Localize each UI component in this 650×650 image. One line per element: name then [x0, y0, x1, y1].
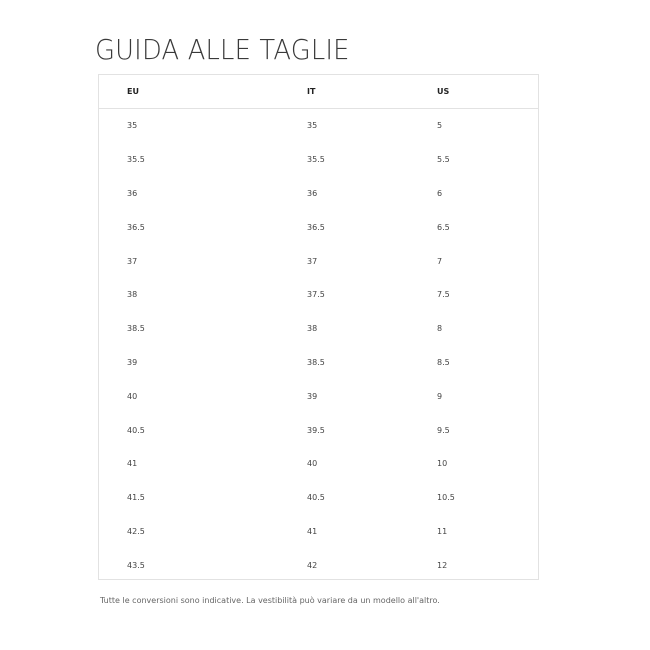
table-cell-eu: 41 — [127, 459, 138, 469]
table-cell-eu: 38.5 — [127, 324, 145, 334]
table-cell-eu: 42.5 — [127, 526, 145, 536]
table-row — [99, 447, 538, 481]
table-cell-eu: 40.5 — [127, 425, 145, 435]
table-row — [99, 481, 538, 515]
table-row — [99, 143, 538, 177]
table-cell-it: 40 — [307, 459, 318, 469]
table-row — [99, 177, 538, 211]
table-cell-eu: 40 — [127, 391, 138, 401]
table-cell-eu: 37 — [127, 256, 138, 266]
table-row — [99, 109, 538, 143]
table-cell-eu: 39 — [127, 357, 138, 367]
table-row — [99, 548, 538, 582]
table-cell-us: 5.5 — [437, 155, 450, 165]
table-cell-it: 40.5 — [307, 493, 325, 503]
table-cell-us: 5 — [437, 121, 443, 131]
table-cell-eu: 35.5 — [127, 155, 145, 165]
table-cell-us: 10 — [437, 459, 448, 469]
table-cell-eu: 36.5 — [127, 222, 145, 232]
table-row — [99, 210, 538, 244]
table-cell-it: 42 — [307, 560, 318, 570]
column-header-it: IT — [279, 75, 409, 109]
table-cell-it: 36 — [307, 188, 318, 198]
table-header-row — [99, 75, 538, 109]
table-cell-us: 9 — [437, 391, 443, 401]
table-cell-it: 35 — [307, 121, 318, 131]
page-title: GUIDA ALLE TAGLIE — [95, 33, 350, 66]
column-header-eu: EU — [99, 75, 279, 109]
table-cell-it: 37.5 — [307, 290, 325, 300]
table-row — [99, 244, 538, 278]
table-cell-us: 7 — [437, 256, 443, 266]
table-row — [99, 346, 538, 380]
table-cell-eu: 36 — [127, 188, 138, 198]
table-row — [99, 379, 538, 413]
table-cell-it: 35.5 — [307, 155, 325, 165]
table-cell-us: 8.5 — [437, 357, 450, 367]
table-cell-us: 6 — [437, 188, 443, 198]
table-cell-it: 38 — [307, 324, 318, 334]
table-cell-us: 9.5 — [437, 425, 450, 435]
table-cell-it: 37 — [307, 256, 318, 266]
table-cell-us: 11 — [437, 526, 448, 536]
table-cell-us: 7.5 — [437, 290, 450, 300]
table-cell-eu: 38 — [127, 290, 138, 300]
table-cell-it: 39 — [307, 391, 318, 401]
table-cell-us: 6.5 — [437, 222, 450, 232]
table-cell-it: 36.5 — [307, 222, 325, 232]
table-row — [99, 413, 538, 447]
size-chart-table — [99, 75, 538, 582]
table-row — [99, 312, 538, 346]
table-cell-it: 39.5 — [307, 425, 325, 435]
column-header-us: US — [409, 75, 538, 109]
table-cell-eu: 35 — [127, 121, 138, 131]
table-cell-eu: 41.5 — [127, 493, 145, 503]
table-cell-us: 8 — [437, 324, 443, 334]
table-cell-us: 10.5 — [437, 493, 455, 503]
table-body — [99, 109, 538, 583]
table-cell-eu: 43.5 — [127, 560, 145, 570]
table-row — [99, 278, 538, 312]
footnote: Tutte le conversioni sono indicative. La vestibilità può variare da un modello all'altro. — [100, 596, 440, 605]
table-row — [99, 515, 538, 549]
table-cell-it: 41 — [307, 526, 318, 536]
size-chart-table-container — [98, 74, 539, 580]
table-cell-us: 12 — [437, 560, 448, 570]
table-cell-it: 38.5 — [307, 357, 325, 367]
